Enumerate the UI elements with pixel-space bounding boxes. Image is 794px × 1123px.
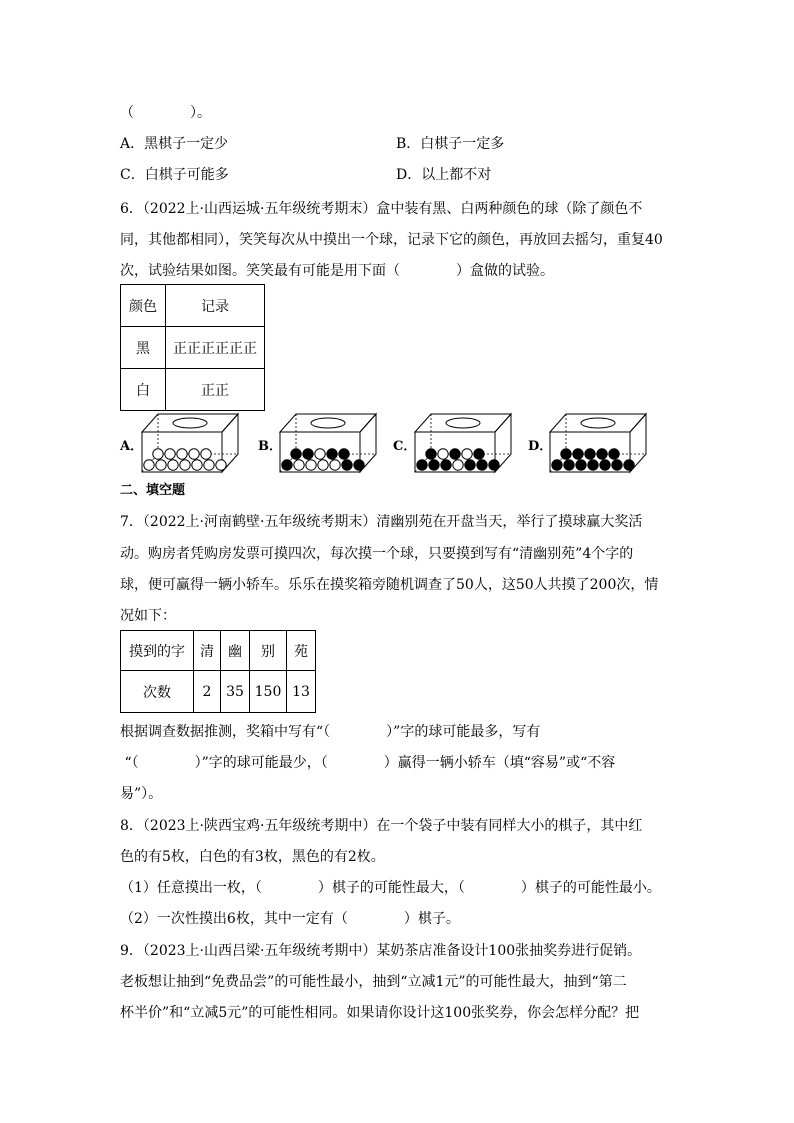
black-ball — [552, 460, 562, 470]
box-top-face — [142, 414, 238, 432]
box-hidden-edge — [158, 414, 238, 454]
q7-header-yuan: 苑 — [287, 631, 316, 671]
black-ball — [624, 460, 634, 470]
q7-line-4: 况如下： — [120, 608, 176, 624]
black-ball — [339, 449, 349, 459]
black-ball — [342, 460, 352, 470]
q7-row-count-label: 次数 — [121, 671, 194, 713]
q7-count-qing: 2 — [194, 671, 221, 713]
black-ball — [588, 460, 598, 470]
q6-line-1: 6．（2022上·山西运城·五年级统考期末）盒中装有黑、白两种颜色的球（除了颜色不 — [120, 201, 643, 217]
q7-line-3: 球，便可赢得一辆小轿车。乐乐在摸奖箱旁随机调查了50人，这50人共摸了200次，情 — [120, 577, 659, 593]
black-ball — [354, 460, 364, 470]
black-ball — [426, 449, 436, 459]
q8-line-3: （1）任意摸出一枚，（ ）棋子的可能性最大，（ ）棋子的可能性最小。 — [120, 880, 661, 896]
q6-row-white-label: 白 — [121, 369, 166, 411]
box-hidden-edge — [431, 414, 511, 454]
black-ball — [450, 449, 460, 459]
q6-row-white-tally: 正正 — [166, 369, 265, 411]
black-ball — [429, 460, 439, 470]
white-ball — [315, 449, 325, 459]
q6-row-black-label: 黑 — [121, 327, 166, 369]
box-top-face — [550, 414, 646, 432]
q7-draw-table — [120, 630, 316, 713]
black-ball — [441, 460, 451, 470]
q6-line-3: 次，试验结果如图。笑笑最有可能是用下面（ ）盒做的试验。 — [120, 263, 554, 279]
q6-box-b — [278, 410, 378, 474]
black-ball — [474, 449, 484, 459]
white-ball — [438, 449, 448, 459]
white-ball — [180, 460, 190, 470]
q7-line-1: 7．（2022上·河南鹤壁·五年级统考期末）清幽别苑在开盘当天，举行了摸球赢大奖活 — [120, 514, 643, 530]
white-ball — [153, 449, 163, 459]
black-ball — [597, 449, 607, 459]
white-ball — [189, 449, 199, 459]
q8-line-1: 8．（2023上·陕西宝鸡·五年级统考期中）在一个袋子中装有同样大小的棋子，其中红 — [120, 818, 643, 834]
box-hole — [173, 418, 207, 428]
white-ball — [453, 460, 463, 470]
white-ball — [165, 449, 175, 459]
q7-count-yuan: 13 — [287, 671, 316, 713]
white-ball — [462, 449, 472, 459]
q6-line-2: 同，其他都相同），笑笑每次从中摸出一个球，记录下它的颜色，再放回去摇匀，重复40 — [120, 232, 663, 248]
box-hole — [311, 418, 345, 428]
q7-line-7: 易”）。 — [120, 786, 163, 802]
black-ball — [477, 460, 487, 470]
black-ball — [564, 460, 574, 470]
box-hole — [446, 418, 480, 428]
q7-line-6: “（ ）”字的球可能最少，（ ）赢得一辆小轿车（填“容易”或“不容 — [120, 755, 616, 771]
black-ball — [465, 460, 475, 470]
black-ball — [585, 449, 595, 459]
q6-header-color: 颜色 — [121, 285, 166, 327]
black-ball — [573, 449, 583, 459]
q5-tail: （ ）。 — [120, 105, 211, 121]
black-ball — [561, 449, 571, 459]
white-ball — [306, 460, 316, 470]
white-ball — [144, 460, 154, 470]
q6-option-b-label: B． — [258, 439, 282, 454]
black-ball — [303, 449, 313, 459]
q5-option-b: B．白棋子一定多 — [396, 136, 505, 152]
q9-line-2: 老板想让抽到“免费品尝”的可能性最小，抽到“立减1元”的可能性最大，抽到“第二 — [120, 974, 627, 990]
q9-line-1: 9．（2023上·山西吕梁·五年级统考期中）某奶茶店准备设计100张抽奖券进行促销。 — [120, 943, 642, 959]
white-ball — [201, 449, 211, 459]
white-ball — [192, 460, 202, 470]
white-ball — [330, 460, 340, 470]
q7-header-qing: 清 — [194, 631, 221, 671]
black-ball — [612, 460, 622, 470]
q7-header-you: 幽 — [221, 631, 250, 671]
black-ball — [282, 460, 292, 470]
q7-line-2: 动。购房者凭购房发票可摸四次，每次摸一个球，只要摸到写有“清幽别苑”4个字的 — [120, 546, 634, 562]
q7-header-bie: 别 — [250, 631, 287, 671]
white-ball — [204, 460, 214, 470]
q6-box-d — [548, 410, 648, 474]
q6-box-c — [413, 410, 513, 474]
q8-line-2: 色的有5枚，白色的有3枚，黑色的有2枚。 — [120, 849, 385, 865]
box-hidden-edge — [566, 414, 646, 454]
white-ball — [177, 449, 187, 459]
box-top-face — [415, 414, 511, 432]
q6-option-c-label: C． — [393, 439, 417, 454]
black-ball — [609, 449, 619, 459]
white-ball — [294, 460, 304, 470]
box-hidden-edge — [296, 414, 376, 454]
q7-count-bie: 150 — [250, 671, 287, 713]
black-ball — [576, 460, 586, 470]
q9-line-3: 杯半价”和“立减5元”的可能性相同。如果请你设计这100张奖券，你会怎样分配？把 — [120, 1005, 640, 1021]
white-ball — [156, 460, 166, 470]
white-ball — [318, 460, 328, 470]
q5-option-c: C．白棋子可能多 — [120, 167, 229, 183]
white-ball — [216, 460, 226, 470]
q7-line-5: 根据调查数据推测，奖箱中写有“（ ）”字的球可能最多，写有 — [120, 724, 541, 740]
q6-record-table — [120, 284, 265, 411]
q7-count-you: 35 — [221, 671, 250, 713]
box-top-face — [280, 414, 376, 432]
black-ball — [417, 460, 427, 470]
black-ball — [327, 449, 337, 459]
black-ball — [489, 460, 499, 470]
box-hole — [581, 418, 615, 428]
q8-line-4: （2）一次性摸出6枚，其中一定有（ ）棋子。 — [120, 911, 460, 927]
q6-option-a-label: A． — [120, 439, 144, 454]
q5-option-d: D．以上都不对 — [396, 167, 492, 183]
black-ball — [600, 460, 610, 470]
black-ball — [291, 449, 301, 459]
q6-box-a — [140, 410, 240, 474]
q7-header-char: 摸到的字 — [121, 631, 194, 671]
q6-row-black-tally: 正正正正正正 — [166, 327, 265, 369]
q6-header-record: 记录 — [166, 285, 265, 327]
q6-option-d-label: D． — [528, 439, 553, 454]
white-ball — [168, 460, 178, 470]
q5-option-a: A．黑棋子一定少 — [120, 136, 229, 152]
section-title-fill-in: 二、填空题 — [120, 483, 186, 498]
